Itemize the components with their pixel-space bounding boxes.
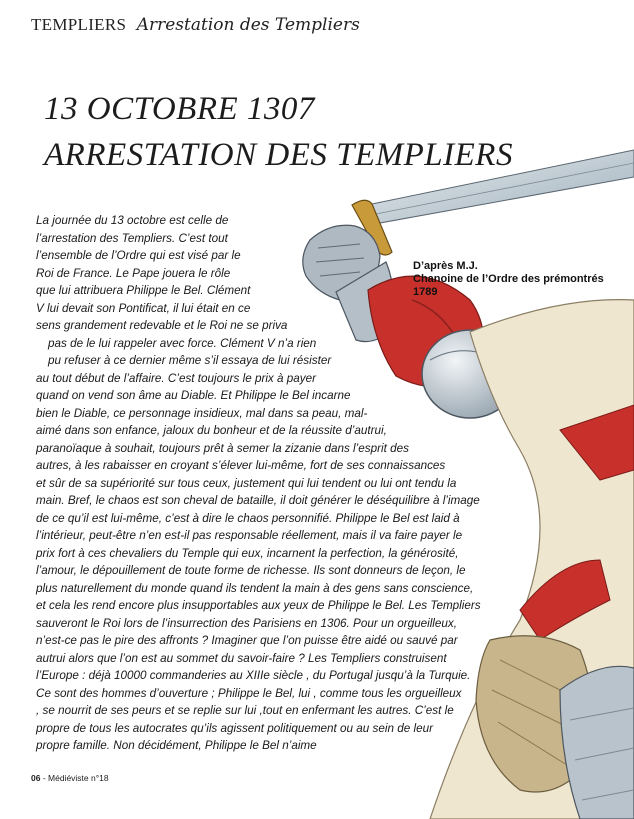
body-line: l’amour, le dépouillement de toute forme de richesse. Ils sont donneurs de leçon, le — [36, 564, 466, 577]
body-line: quand on vend son âme au Diable. Et Philippe le Bel incarne — [36, 389, 351, 402]
body-line: aimé dans son enfance, jaloux du bonheur et de la réussite d’autrui, — [36, 424, 387, 437]
author-credit — [413, 260, 604, 299]
body-line: que lui attribuera Philippe le Bel. Clément — [36, 284, 251, 297]
article-title — [44, 86, 513, 178]
body-line: pu refuser à ce dernier même s’il essaya de lui résister — [48, 354, 332, 367]
body-line: autrui alors que l’on est au sommet du savoir-faire ? Les Templiers construisent — [36, 651, 447, 665]
body-line: V lui devait son Pontificat, il lui était en ce — [36, 301, 251, 315]
magazine-name: - Médiéviste n°18 — [40, 773, 109, 783]
body-line: sens grandement redevable et le Roi ne se priva — [36, 319, 288, 332]
running-head — [31, 15, 360, 35]
body-line: propre famille. Non décidément, Philippe le Bel n’aime — [36, 739, 317, 752]
body-line: plus naturellement du monde quand ils tendent la main à des gens sans conscience, — [36, 581, 474, 595]
body-line: main. Bref, le chaos est son cheval de bataille, il doit générer le déséquilibre à l’image — [36, 494, 480, 507]
body-line: , se nourrit de ses peurs et se replie sur lui ,tout en enfermant les autres. C’est le — [36, 704, 454, 717]
author-line: D’après M.J. — [413, 260, 478, 272]
body-line: n’est-ce pas le pire des affronts ? Imaginer que l’on puisse être aidé ou sauvé par — [36, 634, 458, 647]
body-line: La journée du 13 octobre est celle de — [36, 214, 229, 227]
body-line: au tout début de l’affaire. C’est toujours le prix à payer — [36, 371, 317, 385]
body-line: sauveront le Roi lors de l’insurrection des Parisiens en 1306. Pour un orgueilleux, — [36, 616, 457, 630]
author-line: 1789 — [413, 286, 438, 298]
title-line-1: 13 OCTOBRE 1307 — [44, 91, 315, 127]
page-number: 06 — [31, 773, 41, 783]
body-line: Ce sont des hommes d’ouverture ; Philippe le Bel, lui , comme tous les orgueilleux — [36, 686, 462, 700]
topic-label: Arrestation des Templiers — [136, 15, 360, 35]
body-line: de ce qu’il est lui-même, c’est à dire le chaos personnifié. Philippe le Bel est laid à — [36, 511, 460, 525]
body-line: l’Europe : déjà 10000 commanderies au XIIIe siècle , du Portugal jusqu’à la Turquie. — [36, 669, 471, 682]
title-line-2: ARRESTATION DES TEMPLIERS — [44, 137, 513, 173]
body-line: prix fort à ces chevaliers du Temple qui eux, incarnent la perfection, la générosité, — [36, 546, 459, 560]
body-line: propre de tous les autocrates qu’ils agissent politiquement ou au sein de leur — [36, 721, 433, 735]
body-line: et sûr de sa supériorité sur tous ceux, justement qui lui tendent ou lui ont tendu la — [36, 476, 457, 490]
author-line: Chanoine de l’Ordre des prémontrés — [413, 273, 604, 285]
body-line: l’arrestation des Templiers. C’est tout — [36, 231, 228, 245]
body-line: l’intérieur, peut-être n’en est-il pas responsable réellement, mais il va faire payer le — [36, 529, 463, 542]
section-label: TEMPLIERS — [31, 15, 127, 34]
page-footer — [31, 773, 109, 783]
body-line: Roi de France. Le Pape jouera le rôle — [36, 266, 231, 280]
body-line: l’ensemble de l’Ordre qui est visé par le — [36, 249, 241, 262]
body-line: pas de le lui rappeler avec force. Clément V n’a rien — [48, 336, 317, 350]
body-line: bien le Diable, ce personnage insidieux, mal dans sa peau, mal- — [36, 406, 368, 420]
body-line: et cela les rend encore plus insupportables aux yeux de Philippe le Bel. Les Templiers — [36, 599, 481, 612]
body-line: paranoïaque à souhait, toujours prêt à semer la zizanie dans l’esprit des — [36, 441, 409, 455]
body-line: autres, à les rabaisser en croyant s’élever lui-même, fort de ses connaissances — [36, 459, 446, 472]
